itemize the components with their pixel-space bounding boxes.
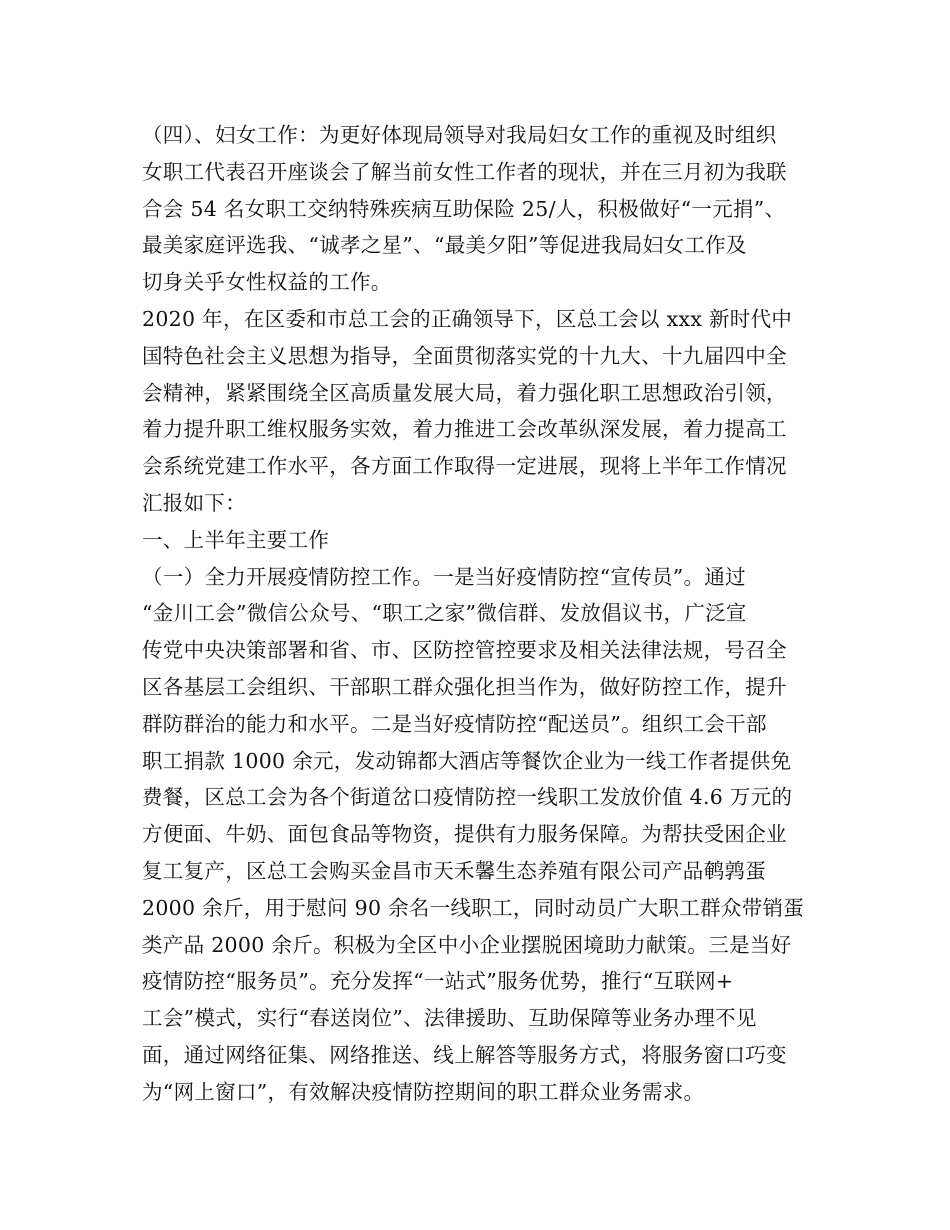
text-line: 类产品 2000 余斤。积极为全区中小企业摆脱困境助力献策。三是当好 — [142, 932, 792, 957]
text-line: 面，通过网络征集、网络推送、线上解答等服务方式，将服务窗口巧变 — [142, 1042, 787, 1067]
text-line: 群防群治的能力和水平。二是当好疫情防控“配送员”。组织工会干部 — [142, 711, 767, 736]
text-line: “金川工会”微信公众号、“职工之家”微信群、发放倡议书，广泛宣 — [142, 601, 747, 626]
text-line: 方便面、牛奶、面包食品等物资，提供有力服务保障。为帮扶受困企业 — [142, 822, 787, 847]
text-line: 职工捐款 1000 余元，发动锦都大酒店等餐饮企业为一线工作者提供免 — [142, 748, 792, 773]
text-line: 切身关乎女性权益的工作。 — [142, 270, 392, 295]
text-line: 国特色社会主义思想为指导，全面贯彻落实党的十九大、十九届四中全 — [142, 343, 787, 368]
text-line: （一）全力开展疫情防控工作。一是当好疫情防控“宣传员”。通过 — [142, 564, 746, 589]
text-line: 着力提升职工维权服务实效，着力推进工会改革纵深发展，着力提高工 — [142, 417, 787, 442]
text-line: 区各基层工会组织、干部职工群众强化担当作为，做好防控工作，提升 — [142, 674, 787, 699]
text-line: 合会 54 名女职工交纳特殊疾病互助保险 25/人，积极做好“一元捐”、 — [142, 196, 786, 221]
text-line: 传党中央决策部署和省、市、区防控管控要求及相关法律法规，号召全 — [142, 638, 787, 663]
document-body — [142, 117, 832, 1111]
text-line: 汇报如下： — [142, 490, 246, 515]
text-line: 会系统党建工作水平，各方面工作取得一定进展，现将上半年工作情况 — [142, 454, 787, 479]
text-line: 工会”模式，实行“春送岗位”、法律援助、互助保障等业务办理不见 — [142, 1006, 757, 1031]
text-line: （四）、妇女工作：为更好体现局领导对我局妇女工作的重视及时组织 — [142, 123, 777, 147]
text-line: 会精神，紧紧围绕全区高质量发展大局，着力强化职工思想政治引领， — [142, 380, 787, 405]
text-line: 2000 余斤，用于慰问 90 余名一线职工，同时动员广大职工群众带销蛋 — [142, 895, 805, 920]
text-line: 2020 年，在区委和市总工会的正确领导下，区总工会以 xxx 新时代中 — [142, 306, 793, 331]
text-line: 最美家庭评选我、“诚孝之星”、“最美夕阳”等促进我局妇女工作及 — [142, 233, 747, 258]
section-heading: 一、上半年主要工作 — [142, 527, 330, 552]
text-line: 复工复产，区总工会购买金昌市天禾馨生态养殖有限公司产品鹌鹑蛋 — [142, 858, 766, 883]
text-line: 女职工代表召开座谈会了解当前女性工作者的现状，并在三月初为我联 — [142, 159, 787, 184]
text-line: 费餐，区总工会为各个街道岔口疫情防控一线职工发放价值 4.6 万元的 — [142, 785, 793, 810]
text-line: 疫情防控“服务员”。充分发挥“一站式”服务优势，推行“互联网+ — [142, 969, 734, 994]
text-line: 为“网上窗口”，有效解决疫情防控期间的职工群众业务需求。 — [142, 1079, 705, 1104]
